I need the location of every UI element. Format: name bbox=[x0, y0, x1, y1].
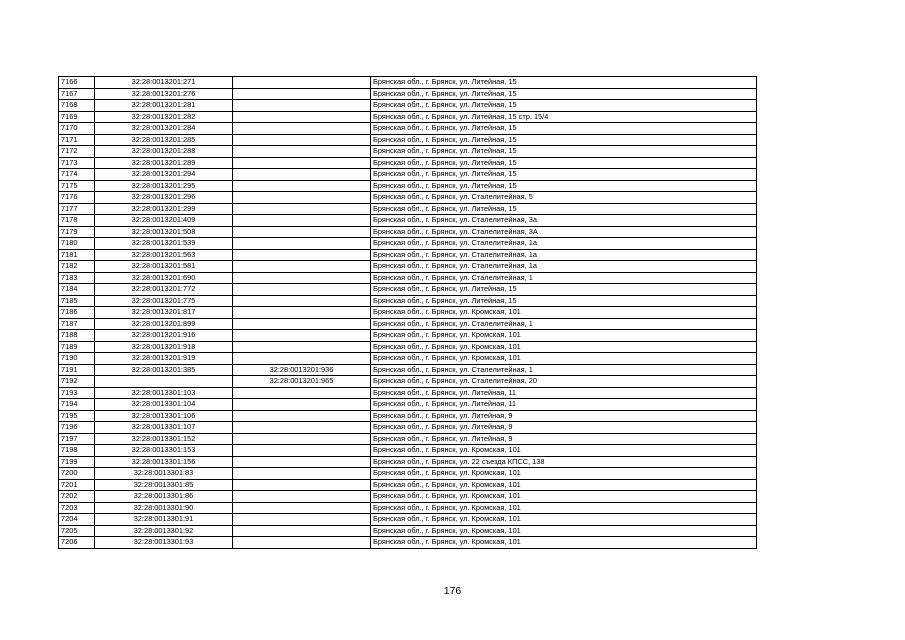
related-cadastral-number-cell bbox=[233, 318, 371, 330]
cadastral-number-cell: 32:28:0013301:104 bbox=[95, 399, 233, 411]
row-number-cell: 7172 bbox=[59, 146, 95, 158]
row-number-cell: 7193 bbox=[59, 387, 95, 399]
cadastral-number-cell: 32:28:0013201:409 bbox=[95, 215, 233, 227]
table-row bbox=[59, 491, 757, 503]
address-cell: Брянская обл., г. Брянск, ул. Сталелитейная, 20 bbox=[371, 376, 757, 388]
row-number-cell: 7206 bbox=[59, 537, 95, 549]
cadastral-number-cell: 32:28:0013201:539 bbox=[95, 238, 233, 250]
row-number-cell: 7169 bbox=[59, 111, 95, 123]
address-cell: Брянская обл., г. Брянск, ул. Кромская, 101 bbox=[371, 330, 757, 342]
cadastral-number-cell: 32:28:0013201:281 bbox=[95, 100, 233, 112]
table-row bbox=[59, 422, 757, 434]
cadastral-number-cell: 32:28:0013201:919 bbox=[95, 353, 233, 365]
address-cell: Брянская обл., г. Брянск, ул. Кромская, 101 bbox=[371, 307, 757, 319]
cadastral-number-cell: 32:28:0013201:296 bbox=[95, 192, 233, 204]
row-number-cell: 7186 bbox=[59, 307, 95, 319]
cadastral-number-cell: 32:28:0013201:772 bbox=[95, 284, 233, 296]
row-number-cell: 7176 bbox=[59, 192, 95, 204]
related-cadastral-number-cell bbox=[233, 111, 371, 123]
table-row bbox=[59, 353, 757, 365]
related-cadastral-number-cell: 32:28:0013201:936 bbox=[233, 364, 371, 376]
address-cell: Брянская обл., г. Брянск, ул. Кромская, 101 bbox=[371, 341, 757, 353]
address-cell: Брянская обл., г. Брянск, ул. Кромская, 101 bbox=[371, 502, 757, 514]
row-number-cell: 7196 bbox=[59, 422, 95, 434]
table-row bbox=[59, 525, 757, 537]
address-cell: Брянская обл., г. Брянск, ул. Сталелитейная, 1а bbox=[371, 238, 757, 250]
table-row bbox=[59, 318, 757, 330]
table-row bbox=[59, 514, 757, 526]
cadastral-number-cell: 32:28:0013301:152 bbox=[95, 433, 233, 445]
row-number-cell: 7170 bbox=[59, 123, 95, 135]
table-row bbox=[59, 341, 757, 353]
related-cadastral-number-cell bbox=[233, 134, 371, 146]
address-cell: Брянская обл., г. Брянск, ул. Литейная, 15 bbox=[371, 77, 757, 89]
row-number-cell: 7204 bbox=[59, 514, 95, 526]
related-cadastral-number-cell bbox=[233, 169, 371, 181]
table-row bbox=[59, 387, 757, 399]
row-number-cell: 7166 bbox=[59, 77, 95, 89]
table-row bbox=[59, 249, 757, 261]
row-number-cell: 7200 bbox=[59, 468, 95, 480]
related-cadastral-number-cell bbox=[233, 341, 371, 353]
table-row bbox=[59, 192, 757, 204]
row-number-cell: 7181 bbox=[59, 249, 95, 261]
related-cadastral-number-cell bbox=[233, 146, 371, 158]
address-cell: Брянская обл., г. Брянск, ул. Кромская, 101 bbox=[371, 491, 757, 503]
row-number-cell: 7183 bbox=[59, 272, 95, 284]
cadastral-number-cell: 32:28:0013201:775 bbox=[95, 295, 233, 307]
registry-table-body bbox=[59, 77, 757, 549]
table-row bbox=[59, 203, 757, 215]
cadastral-number-cell: 32:28:0013301:90 bbox=[95, 502, 233, 514]
row-number-cell: 7192 bbox=[59, 376, 95, 388]
cadastral-number-cell: 32:28:0013301:92 bbox=[95, 525, 233, 537]
cadastral-number-cell: 32:28:0013301:85 bbox=[95, 479, 233, 491]
row-number-cell: 7175 bbox=[59, 180, 95, 192]
related-cadastral-number-cell bbox=[233, 226, 371, 238]
address-cell: Брянская обл., г. Брянск, ул. Сталелитейная, 1а bbox=[371, 261, 757, 273]
cadastral-number-cell: 32:28:0013201:276 bbox=[95, 88, 233, 100]
row-number-cell: 7188 bbox=[59, 330, 95, 342]
address-cell: Брянская обл., г. Брянск, ул. Сталелитейная, 3А bbox=[371, 226, 757, 238]
row-number-cell: 7199 bbox=[59, 456, 95, 468]
cadastral-number-cell: 32:28:0013301:91 bbox=[95, 514, 233, 526]
cadastral-number-cell: 32:28:0013201:817 bbox=[95, 307, 233, 319]
row-number-cell: 7171 bbox=[59, 134, 95, 146]
related-cadastral-number-cell bbox=[233, 399, 371, 411]
table-row bbox=[59, 410, 757, 422]
related-cadastral-number-cell bbox=[233, 307, 371, 319]
address-cell: Брянская обл., г. Брянск, ул. Литейная, 11 bbox=[371, 399, 757, 411]
cadastral-number-cell: 32:28:0013301:83 bbox=[95, 468, 233, 480]
cadastral-number-cell: 32:28:0013301:103 bbox=[95, 387, 233, 399]
related-cadastral-number-cell bbox=[233, 261, 371, 273]
cadastral-number-cell: 32:28:0013301:93 bbox=[95, 537, 233, 549]
row-number-cell: 7195 bbox=[59, 410, 95, 422]
table-row bbox=[59, 284, 757, 296]
cadastral-number-cell: 32:28:0013201:299 bbox=[95, 203, 233, 215]
related-cadastral-number-cell bbox=[233, 479, 371, 491]
row-number-cell: 7180 bbox=[59, 238, 95, 250]
related-cadastral-number-cell bbox=[233, 410, 371, 422]
related-cadastral-number-cell bbox=[233, 100, 371, 112]
table-row bbox=[59, 169, 757, 181]
address-cell: Брянская обл., г. Брянск, ул. Литейная, 15 bbox=[371, 134, 757, 146]
related-cadastral-number-cell bbox=[233, 456, 371, 468]
related-cadastral-number-cell bbox=[233, 537, 371, 549]
related-cadastral-number-cell bbox=[233, 433, 371, 445]
table-row bbox=[59, 456, 757, 468]
address-cell: Брянская обл., г. Брянск, ул. Кромская, 101 bbox=[371, 514, 757, 526]
table-row bbox=[59, 111, 757, 123]
table-row bbox=[59, 364, 757, 376]
address-cell: Брянская обл., г. Брянск, ул. Литейная, 9 bbox=[371, 422, 757, 434]
row-number-cell: 7187 bbox=[59, 318, 95, 330]
table-row bbox=[59, 399, 757, 411]
cadastral-number-cell: 32:28:0013201:289 bbox=[95, 157, 233, 169]
cadastral-number-cell: 32:28:0013201:285 bbox=[95, 134, 233, 146]
address-cell: Брянская обл., г. Брянск, ул. Сталелитейная, 1 bbox=[371, 272, 757, 284]
cadastral-number-cell: 32:28:0013201:916 bbox=[95, 330, 233, 342]
related-cadastral-number-cell bbox=[233, 422, 371, 434]
table-row bbox=[59, 272, 757, 284]
row-number-cell: 7168 bbox=[59, 100, 95, 112]
address-cell: Брянская обл., г. Брянск, ул. Литейная, 9 bbox=[371, 410, 757, 422]
cadastral-number-cell: 32:28:0013201:899 bbox=[95, 318, 233, 330]
address-cell: Брянская обл., г. Брянск, ул. Литейная, 15 bbox=[371, 180, 757, 192]
row-number-cell: 7173 bbox=[59, 157, 95, 169]
table-row bbox=[59, 433, 757, 445]
related-cadastral-number-cell bbox=[233, 295, 371, 307]
table-row bbox=[59, 445, 757, 457]
address-cell: Брянская обл., г. Брянск, ул. Литейная, 15 bbox=[371, 295, 757, 307]
related-cadastral-number-cell bbox=[233, 468, 371, 480]
row-number-cell: 7198 bbox=[59, 445, 95, 457]
row-number-cell: 7178 bbox=[59, 215, 95, 227]
table-row bbox=[59, 215, 757, 227]
cadastral-number-cell: 32:28:0013201:284 bbox=[95, 123, 233, 135]
table-row bbox=[59, 295, 757, 307]
cadastral-number-cell: 32:28:0013201:385 bbox=[95, 364, 233, 376]
related-cadastral-number-cell bbox=[233, 157, 371, 169]
row-number-cell: 7197 bbox=[59, 433, 95, 445]
address-cell: Брянская обл., г. Брянск, ул. Литейная, 9 bbox=[371, 433, 757, 445]
table-row bbox=[59, 479, 757, 491]
address-cell: Брянская обл., г. Брянск, ул. Сталелитейная, 5 bbox=[371, 192, 757, 204]
related-cadastral-number-cell bbox=[233, 238, 371, 250]
table-row bbox=[59, 502, 757, 514]
related-cadastral-number-cell bbox=[233, 387, 371, 399]
cadastral-number-cell: 32:28:0013301:106 bbox=[95, 410, 233, 422]
related-cadastral-number-cell bbox=[233, 203, 371, 215]
address-cell: Брянская обл., г. Брянск, ул. Сталелитейная, 1 bbox=[371, 318, 757, 330]
address-cell: Брянская обл., г. Брянск, ул. Кромская, 101 bbox=[371, 525, 757, 537]
table-row bbox=[59, 180, 757, 192]
row-number-cell: 7194 bbox=[59, 399, 95, 411]
related-cadastral-number-cell bbox=[233, 215, 371, 227]
address-cell: Брянская обл., г. Брянск, ул. Сталелитейная, 1а bbox=[371, 249, 757, 261]
table-row bbox=[59, 261, 757, 273]
cadastral-number-cell: 32:28:0013201:690 bbox=[95, 272, 233, 284]
related-cadastral-number-cell bbox=[233, 249, 371, 261]
row-number-cell: 7174 bbox=[59, 169, 95, 181]
related-cadastral-number-cell bbox=[233, 330, 371, 342]
row-number-cell: 7184 bbox=[59, 284, 95, 296]
table-row bbox=[59, 100, 757, 112]
address-cell: Брянская обл., г. Брянск, ул. Кромская, 101 bbox=[371, 353, 757, 365]
related-cadastral-number-cell bbox=[233, 284, 371, 296]
cadastral-number-cell: 32:28:0013201:282 bbox=[95, 111, 233, 123]
table-row bbox=[59, 88, 757, 100]
table-row bbox=[59, 123, 757, 135]
address-cell: Брянская обл., г. Брянск, ул. Литейная, 15 bbox=[371, 100, 757, 112]
table-row bbox=[59, 134, 757, 146]
page-number: 176 bbox=[443, 585, 462, 597]
row-number-cell: 7189 bbox=[59, 341, 95, 353]
table-row bbox=[59, 146, 757, 158]
related-cadastral-number-cell bbox=[233, 192, 371, 204]
address-cell: Брянская обл., г. Брянск, ул. Сталелитейная, 1 bbox=[371, 364, 757, 376]
cadastral-number-cell: 32:28:0013201:563 bbox=[95, 249, 233, 261]
related-cadastral-number-cell: 32:28:0013201:965 bbox=[233, 376, 371, 388]
address-cell: Брянская обл., г. Брянск, ул. Кромская, 101 bbox=[371, 537, 757, 549]
row-number-cell: 7191 bbox=[59, 364, 95, 376]
cadastral-number-cell: 32:28:0013301:156 bbox=[95, 456, 233, 468]
cadastral-number-cell: 32:28:0013201:271 bbox=[95, 77, 233, 89]
row-number-cell: 7201 bbox=[59, 479, 95, 491]
row-number-cell: 7205 bbox=[59, 525, 95, 537]
row-number-cell: 7167 bbox=[59, 88, 95, 100]
table-row bbox=[59, 226, 757, 238]
row-number-cell: 7177 bbox=[59, 203, 95, 215]
table-row bbox=[59, 307, 757, 319]
related-cadastral-number-cell bbox=[233, 514, 371, 526]
address-cell: Брянская обл., г. Брянск, ул. Литейная, 15 bbox=[371, 88, 757, 100]
address-cell: Брянская обл., г. Брянск, ул. Сталелитейная, 3а bbox=[371, 215, 757, 227]
related-cadastral-number-cell bbox=[233, 525, 371, 537]
cadastral-number-cell: 32:28:0013301:107 bbox=[95, 422, 233, 434]
table-row bbox=[59, 77, 757, 89]
related-cadastral-number-cell bbox=[233, 180, 371, 192]
address-cell: Брянская обл., г. Брянск, ул. Литейная, 15 bbox=[371, 123, 757, 135]
table-row bbox=[59, 157, 757, 169]
cadastral-number-cell: 32:28:0013201:294 bbox=[95, 169, 233, 181]
address-cell: Брянская обл., г. Брянск, ул. Кромская, 101 bbox=[371, 468, 757, 480]
related-cadastral-number-cell bbox=[233, 353, 371, 365]
table-row bbox=[59, 468, 757, 480]
row-number-cell: 7203 bbox=[59, 502, 95, 514]
table-row bbox=[59, 238, 757, 250]
address-cell: Брянская обл., г. Брянск, ул. 22 съезда КПСС, 138 bbox=[371, 456, 757, 468]
cadastral-number-cell: 32:28:0013201:295 bbox=[95, 180, 233, 192]
address-cell: Брянская обл., г. Брянск, ул. Кромская, 101 bbox=[371, 445, 757, 457]
cadastral-number-cell: 32:28:0013201:918 bbox=[95, 341, 233, 353]
row-number-cell: 7202 bbox=[59, 491, 95, 503]
cadastral-number-cell: 32:28:0013201:288 bbox=[95, 146, 233, 158]
address-cell: Брянская обл., г. Брянск, ул. Литейная, 11 bbox=[371, 387, 757, 399]
cadastral-number-cell: 32:28:0013301:153 bbox=[95, 445, 233, 457]
row-number-cell: 7179 bbox=[59, 226, 95, 238]
row-number-cell: 7190 bbox=[59, 353, 95, 365]
related-cadastral-number-cell bbox=[233, 491, 371, 503]
address-cell: Брянская обл., г. Брянск, ул. Литейная, 15 bbox=[371, 203, 757, 215]
table-row bbox=[59, 376, 757, 388]
cadastral-number-cell: 32:28:0013301:86 bbox=[95, 491, 233, 503]
related-cadastral-number-cell bbox=[233, 88, 371, 100]
address-cell: Брянская обл., г. Брянск, ул. Кромская, 101 bbox=[371, 479, 757, 491]
cadastral-number-cell: 32:28:0013201:581 bbox=[95, 261, 233, 273]
address-cell: Брянская обл., г. Брянск, ул. Литейная, 15 bbox=[371, 157, 757, 169]
related-cadastral-number-cell bbox=[233, 445, 371, 457]
related-cadastral-number-cell bbox=[233, 77, 371, 89]
address-cell: Брянская обл., г. Брянск, ул. Литейная, 15 стр. 15/4 bbox=[371, 111, 757, 123]
registry-table bbox=[58, 76, 757, 549]
row-number-cell: 7185 bbox=[59, 295, 95, 307]
cadastral-number-cell bbox=[95, 376, 233, 388]
address-cell: Брянская обл., г. Брянск, ул. Литейная, 15 bbox=[371, 169, 757, 181]
related-cadastral-number-cell bbox=[233, 123, 371, 135]
address-cell: Брянская обл., г. Брянск, ул. Литейная, 15 bbox=[371, 284, 757, 296]
row-number-cell: 7182 bbox=[59, 261, 95, 273]
table-row bbox=[59, 330, 757, 342]
address-cell: Брянская обл., г. Брянск, ул. Литейная, 15 bbox=[371, 146, 757, 158]
table-row bbox=[59, 537, 757, 549]
cadastral-number-cell: 32:28:0013201:508 bbox=[95, 226, 233, 238]
related-cadastral-number-cell bbox=[233, 272, 371, 284]
related-cadastral-number-cell bbox=[233, 502, 371, 514]
